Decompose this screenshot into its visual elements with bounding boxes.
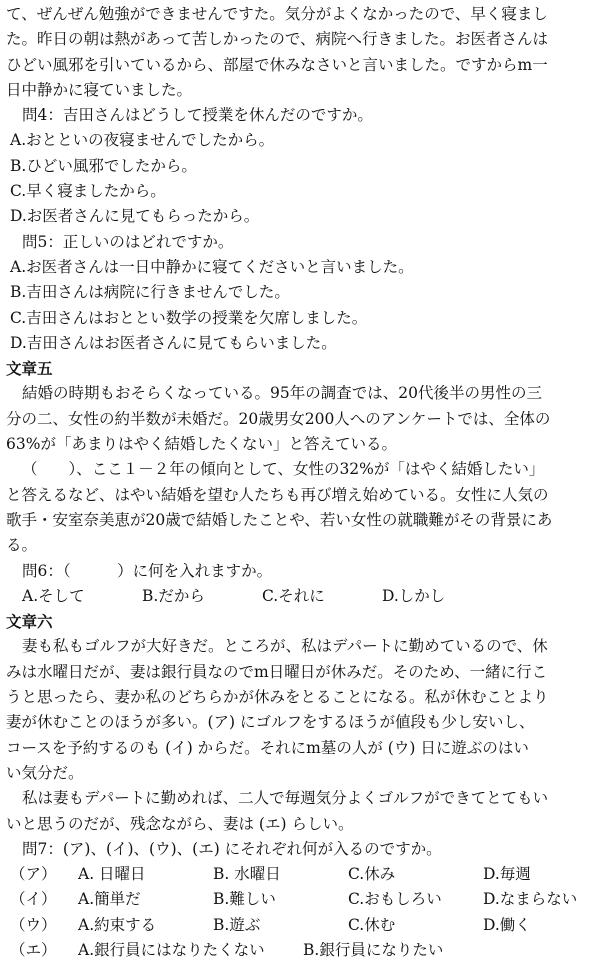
answer-option: D.お医者さんに見てもらったから。 [10,207,260,226]
answer-options-row [6,913,596,938]
passage-line: いと思うのだが、残念ながら、妻は (エ) らしい。 [6,814,354,833]
passage-line: 私は妻もデパートに勤めれば、二人で毎週気分よくゴルフができてとてもい [22,789,549,808]
passage-line: 妻も私もゴルフが大好きだ。ところが、私はデパートに勤めているので、休 [22,637,548,656]
passage-line: 歌手・安室奈美恵が20歳で結婚したことや、若い女性の就職難がその背景にあ [6,510,553,529]
passage-line: みは水曜日だが、妻は銀行員なのでm日曜日が休みだ。そのため、一緒に行こ [6,662,548,681]
answer-option: C.休み [348,865,396,884]
passage-line: る。 [6,536,38,555]
passage-5 [6,356,596,558]
answer-option: A.おとといの夜寝ませんでしたから。 [10,131,275,150]
answer-option: D.しかし [382,586,446,605]
answer-option: C.吉田さんはおととい数学の授業を欠席しました。 [10,308,368,327]
answer-option: C.おもしろい [348,890,442,909]
answer-option: C.早く寝ましたから。 [10,182,166,201]
passage-line: 妻が休むことのほうが多い。(ア) にゴルフをするほうが値段も少し安いし、 [6,713,535,732]
question-stem: 問4：吉田さんはどうして授業を休んだのですか。 [22,106,373,125]
answer-option: B. 水曜日 [213,865,281,884]
answer-options-row [6,887,596,912]
passage-6 [6,609,596,837]
answer-option: A.約束する [78,915,157,934]
passage-line: 分の二、女性の約半数が未婚だ。20歳男女200人へのアンケートでは、全体の [6,409,551,428]
answer-option: D.毎週 [483,865,531,884]
answer-option: B.難しい [213,890,276,909]
question-stem: 問6：（ ）に何を入れますか。 [22,561,273,580]
passage-line: コースを予約するのも (イ) からだ。それにm墓の人が (ウ) 日に遊ぶのはい [6,738,529,757]
section-heading: 文章五 [6,359,53,379]
question-stem: 問5：正しいのはどれですか。 [22,232,234,251]
blank-tag: （ウ） [10,915,57,934]
answer-options-row [6,938,596,963]
passage-line: て、ぜんぜん勉強ができませんですた。気分がよくなかったので、早く寝まし [6,5,548,23]
section-heading: 文章六 [6,612,53,632]
passage-line: 日中静かに寝ていました。 [6,80,193,99]
answer-option: B.吉田さんは病院に行きませんでした。 [10,283,290,302]
answer-options-row [6,584,596,609]
question-5 [6,230,596,356]
passage-line: （ ）、ここ１－２年の傾向として、女性の32%が「はやく結婚したい」 [22,460,545,479]
passage-4 [6,2,596,103]
blank-tag: （ア） [10,865,57,884]
blank-tag: （イ） [10,890,57,909]
answer-option: B.だから [142,586,205,605]
answer-option: A.簡単だ [78,890,141,909]
answer-option: A.そして [22,586,85,605]
answer-option: D.働く [483,915,531,934]
passage-line: うと思ったら、妻か私のどちらかが休みをとることになる。私が休むことより [6,688,549,707]
passage-line: 結婚の時期もおそらくなっている。95年の調査では、20代後半の男性の三 [22,384,542,403]
question-6 [6,559,596,610]
passage-line: い気分だ。 [6,763,84,782]
blank-tag: （エ） [10,940,57,959]
answer-option: B.遊ぶ [213,915,261,934]
passage-line: ひどい風邪を引いているから、部屋で休みなさいと言いました。ですからm一 [6,55,548,74]
question-4 [6,103,596,229]
answer-options-row [6,862,596,887]
answer-option: C.それに [262,586,325,605]
answer-option: B.ひどい風邪でしたから。 [10,156,197,175]
passage-line: 63%が「あまりはやく結婚したくない」と答えている。 [6,435,397,454]
question-7 [6,837,596,963]
answer-option: A.銀行員にはなりたくない [78,940,265,959]
answer-option: A. 日曜日 [78,865,146,884]
answer-option: B.銀行員になりたい [303,940,444,959]
answer-option: C.休む [348,915,396,934]
answer-option: D.なまらない [483,890,578,909]
answer-option: A.お医者さんは一日中静かに寝てくださいと言いました。 [10,257,414,276]
passage-line: た。昨日の朝は熱があって苦しかったので、病院へ行きました。お医者さんは [6,30,549,49]
question-stem: 問7：(ア)、(イ)、(ウ)、(エ) にそれぞれ何が入るのですか。 [22,839,442,858]
answer-option: D.吉田さんはお医者さんに見てもらいました。 [10,333,337,352]
passage-line: と答えるなど、はやい結婚を望む人たちも再び増え始めている。女性に人気の [6,485,549,504]
